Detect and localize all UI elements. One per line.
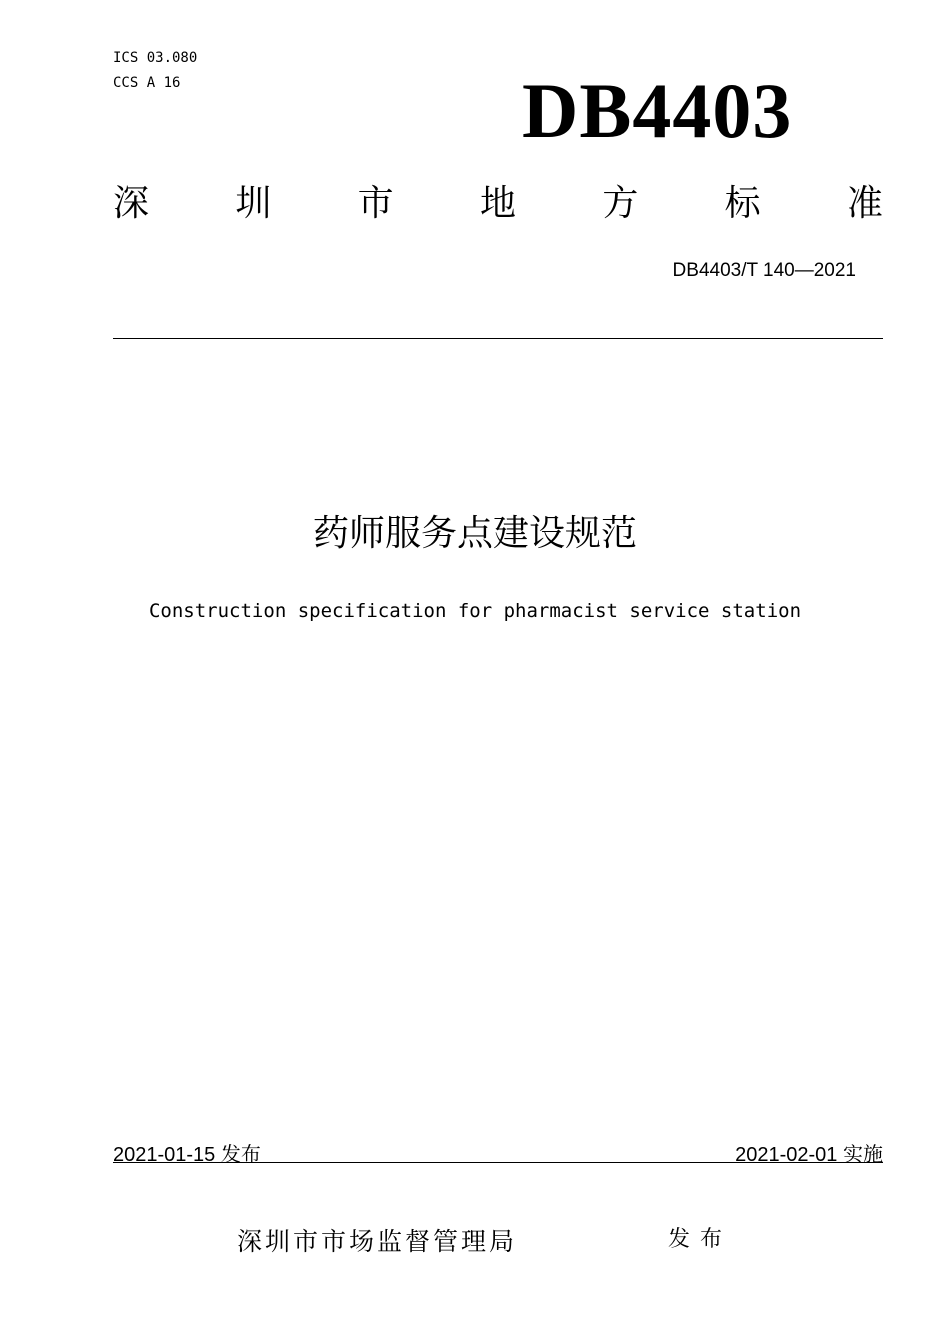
standard-type-char: 圳 <box>235 183 272 224</box>
footer-divider <box>113 1162 883 1163</box>
db-code-logo: DB4403 <box>522 67 793 154</box>
standard-type-char: 地 <box>479 183 516 224</box>
standard-type-char: 方 <box>602 183 639 224</box>
standard-type-char: 标 <box>724 183 761 224</box>
issue-date: 2021-01-15 发布 <box>113 1144 261 1166</box>
standard-type <box>113 183 883 224</box>
standard-type-char: 准 <box>846 183 883 224</box>
implementation-date: 2021-02-01 实施 <box>735 1144 883 1166</box>
standard-type-char: 深 <box>113 183 150 224</box>
document-title-cn: 药师服务点建设规范 <box>312 513 637 554</box>
ics-code: ICS 03.080 <box>113 50 198 66</box>
ccs-code: CCS A 16 <box>113 75 181 91</box>
issue-label: 发布 <box>668 1227 733 1252</box>
document-title-en: Construction specification for pharmacist service station <box>148 600 802 622</box>
issuing-authority: 深圳市市场监督管理局 <box>237 1227 518 1256</box>
header-divider <box>113 338 883 339</box>
standard-number: DB4403/T 140—2021 <box>672 260 856 281</box>
standard-type-char: 市 <box>357 183 394 224</box>
